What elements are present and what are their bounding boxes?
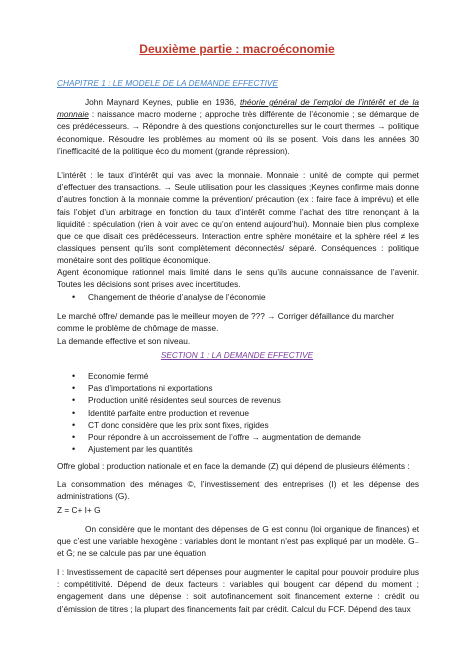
offer-paragraph: Offre global : production nationale et en face la demande (Z) qui dépend de plusieurs éléments :	[57, 461, 410, 471]
list-item: • CT donc considère que les prix sont fixes, rigides	[72, 419, 412, 431]
investment-paragraph: I : Investissement de capacité sert dépenses pour augmenter le capital pour pouvoir produire plus : compétitivité. Dépend de deux facteurs : variables qui bougent car dépend du moment ; engagement dans une dépense : soit autofinancement soit financement externe : crédit ou d’émission de titres ; la plupart des financements fait par crédit. Calcul du FCF. Dépend des taux	[57, 567, 419, 614]
interest-paragraph: L’intérêt : le taux d’intérêt qui vas avec la monnaie. Monnaie : unité de compte qui permet d’effectuer des transactions. → Seule utilisation pour les classiques ;Keynes confirme mais donne d’autres fonction à la monnaie comme la prévention/ précaution (ex : faire face à imprévu) et elle fais l’objet d’un arbitrage en fonction du taux d’intérêt comme l’achat des titre renonçant à la liquidité : spéculation (rien à voir avec ce qu’on entend aujourd’hui). Monnaie bien plus complexe que ce que disait ces prédécesseurs. Interaction entre sphère monétaire et la sphère réel ≠ les classiques pensent qu’ils sont complètement déconnectés/ séparé. Conséquences : politique monétaire sont des politique économique.	[57, 170, 419, 266]
intro-book-title: théorie général de l’emploi de l’intérêt et de la monnaie	[57, 97, 419, 120]
list-item: • Changement de théorie d’analyse de l’économie	[72, 291, 412, 303]
page-title: Deuxième partie : macroéconomie	[139, 42, 335, 56]
consumption-paragraph: La consommation des ménages ©, l’investissement des entreprises (I) et les dépense des administrations (G).	[57, 479, 419, 502]
demand-paragraph: La demande effective et son niveau.	[57, 336, 191, 346]
chapter-heading: CHAPITRE 1 : LE MODELE DE LA DEMANDE EFFECTIVE	[57, 78, 278, 88]
intro-paragraph	[57, 96, 419, 157]
list-item: • Pour répondre à un accroissement de l’offre → augmentation de demande	[72, 431, 412, 443]
intro-prefix: John Maynard Keynes, publie en 1936,	[85, 97, 240, 107]
list-item: • Identité parfaite entre production et revenue	[72, 407, 412, 419]
change-bullet-list	[72, 291, 412, 303]
list-item: • Ajustement par les quantités	[72, 443, 412, 455]
list-item: • Production unité résidentes seul sources de revenus	[72, 394, 412, 406]
intro-suffix: : naissance macro moderne ; approche très différente de l’économie ; se démarque de ces prédécesseurs. → Répondre à des questions conjoncturelles sur le court thermes → politique économique. Résoudre les problèmes au moment où ils se posent. Vois dans les années 30 l’inefficacité de la politique éco du moment (grande répression).	[57, 109, 419, 156]
section-heading: SECTION 1 : LA DEMANDE EFFECTIVE	[160, 350, 314, 360]
list-item: • Economie fermé	[72, 370, 412, 382]
list-item: • Pas d’importations ni exportations	[72, 382, 412, 394]
agent-paragraph: Agent économique rationnel mais limité dans le sens qu’ils aucune connaissance de l’avenir. Toutes les décisions sont prises avec incertitudes.	[57, 267, 419, 290]
assumptions-list	[72, 370, 412, 455]
market-paragraph: Le marché offre/ demande pas le meilleur moyen de ??? → Corriger défaillance du marcher comme le problème de chômage de masse.	[57, 311, 394, 334]
demand-formula: Z = C+ I+ G	[57, 505, 101, 515]
spending-paragraph: On considère que le montant des dépenses de G est connu (loi organique de finances) et que c’est une variable hexogène : variables dont le montant n’est pas expliqué par un modèle. G₋ et Ḡ; ne se calcule pas par une équation	[57, 524, 419, 559]
